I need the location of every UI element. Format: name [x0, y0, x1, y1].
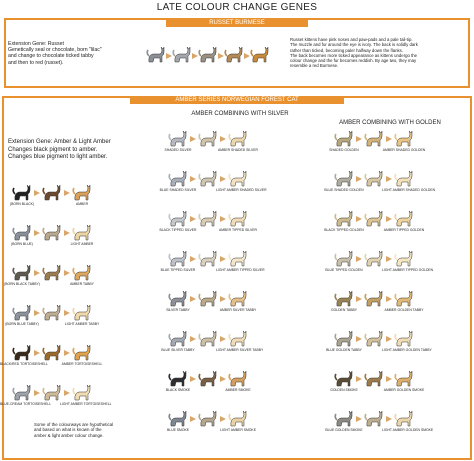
cat-icon	[394, 208, 414, 228]
cat-icon	[364, 368, 384, 388]
colour-caption: BLACK TIPPED GOLDEN	[324, 228, 364, 232]
colour-caption: AMBER SHADED GOLDEN	[382, 148, 426, 152]
arrow-icon	[190, 256, 196, 262]
arrow-icon	[356, 336, 362, 342]
colour-caption: BLUE SMOKE	[166, 428, 190, 432]
colour-caption: LIGHT AMBER GOLDEN TABBY	[382, 348, 432, 352]
cat-icon	[394, 328, 414, 348]
arrow-icon	[386, 256, 392, 262]
colour-caption: BLUE GOLDEN TABBY	[326, 348, 362, 352]
cat-icon	[72, 382, 92, 402]
russet-gene-text: Extension Gene: Russet Genetically seal or chocolate, born "lilac" and change to chocolate ticked tabby and then to red (russet).	[8, 41, 102, 66]
cat-icon	[168, 208, 188, 228]
arrow-icon	[220, 376, 226, 382]
golden-column-header: AMBER COMBINING WITH GOLDEN	[339, 120, 441, 126]
cat-icon	[198, 328, 218, 348]
arrow-icon	[34, 190, 40, 196]
arrow-icon	[190, 136, 196, 142]
cat-icon	[12, 182, 32, 202]
arrow-icon	[64, 230, 70, 236]
cat-icon	[12, 342, 32, 362]
colour-caption: BLUE-CREAM TORTOISESHELL	[0, 402, 52, 406]
cat-icon	[198, 368, 218, 388]
cat-icon	[12, 262, 32, 282]
cat-icon	[364, 128, 384, 148]
cat-icon	[198, 128, 218, 148]
cat-icon	[394, 368, 414, 388]
colour-caption: AMBER GOLDEN SMOKE	[383, 388, 425, 392]
russet-header: RUSSET BURMESE	[166, 19, 308, 27]
colour-caption: AMBER SILVER TABBY	[219, 308, 257, 312]
cat-icon	[224, 44, 244, 64]
colour-caption: BLACK SMOKE	[165, 388, 191, 392]
cat-icon	[364, 208, 384, 228]
colour-caption: (BORN BLACK)	[9, 202, 35, 206]
cat-icon	[72, 182, 92, 202]
colour-caption: LIGHT AMBER TABBY	[64, 322, 100, 326]
cat-icon	[42, 302, 62, 322]
cat-icon	[394, 168, 414, 188]
arrow-icon	[34, 230, 40, 236]
cat-icon	[12, 302, 32, 322]
arrow-icon	[64, 350, 70, 356]
colour-caption: LIGHT AMBER TORTOISESHELL	[60, 402, 112, 406]
colour-caption: AMBER	[75, 202, 89, 206]
colour-caption: LIGHT AMBER TIPPED SILVER	[216, 268, 265, 272]
arrow-icon	[356, 376, 362, 382]
cat-icon	[168, 128, 188, 148]
cat-icon	[42, 182, 62, 202]
cat-icon	[394, 248, 414, 268]
cat-icon	[334, 248, 354, 268]
cat-icon	[72, 302, 92, 322]
arrow-icon	[220, 136, 226, 142]
cat-icon	[168, 328, 188, 348]
arrow-icon	[34, 310, 40, 316]
silver-column-header: AMBER COMBINING WITH SILVER	[191, 111, 289, 117]
arrow-icon	[220, 216, 226, 222]
arrow-icon	[386, 176, 392, 182]
arrow-icon	[190, 376, 196, 382]
cat-icon	[364, 408, 384, 428]
cat-icon	[42, 342, 62, 362]
cat-icon	[334, 168, 354, 188]
arrow-icon	[356, 136, 362, 142]
arrow-icon	[64, 270, 70, 276]
cat-icon	[168, 408, 188, 428]
cat-icon	[72, 262, 92, 282]
arrow-icon	[356, 216, 362, 222]
arrow-icon	[34, 350, 40, 356]
arrow-icon	[220, 416, 226, 422]
arrow-icon	[386, 376, 392, 382]
colour-caption: LIGHT AMBER TIPPED GOLDEN	[382, 268, 434, 272]
cat-icon	[364, 328, 384, 348]
arrow-icon	[34, 270, 40, 276]
cat-icon	[168, 168, 188, 188]
arrow-icon	[190, 176, 196, 182]
page-title: LATE COLOUR CHANGE GENES	[156, 2, 318, 13]
colour-caption: BLUE SHADED SILVER	[159, 188, 197, 192]
cat-icon	[334, 128, 354, 148]
colour-caption: BLUE TIPPED SILVER	[160, 268, 196, 272]
cat-icon	[228, 168, 248, 188]
colour-caption: GOLDEN SMOKE	[330, 388, 358, 392]
cat-icon	[146, 44, 166, 64]
colour-caption: BLUE TIPPED GOLDEN	[325, 268, 363, 272]
colour-caption: (BORN BLUE TABBY)	[5, 322, 39, 326]
arrow-icon	[356, 256, 362, 262]
cat-icon	[198, 44, 218, 64]
arrow-icon	[386, 416, 392, 422]
arrow-icon	[386, 136, 392, 142]
cat-icon	[364, 168, 384, 188]
colour-caption: AMBER TIPPED GOLDEN	[383, 228, 425, 232]
cat-icon	[364, 248, 384, 268]
arrow-icon	[386, 296, 392, 302]
cat-icon	[168, 368, 188, 388]
cat-icon	[72, 222, 92, 242]
cat-icon	[198, 208, 218, 228]
cat-icon	[198, 248, 218, 268]
colour-caption: LIGHT AMBER SILVER TABBY	[216, 348, 264, 352]
cat-icon	[198, 408, 218, 428]
arrow-icon	[64, 390, 70, 396]
cat-icon	[228, 368, 248, 388]
colour-caption: LIGHT AMBER SMOKE	[220, 428, 256, 432]
colour-caption: AMBER TORTOISESHELL	[61, 362, 103, 366]
colour-caption: BLACK TIPPED SILVER	[159, 228, 197, 232]
arrow-icon	[64, 310, 70, 316]
cat-icon	[334, 328, 354, 348]
cat-icon	[250, 44, 270, 64]
colour-caption: BLACK/RED TORTOISESHELL	[0, 362, 48, 366]
colour-caption: AMBER SHADED SILVER	[218, 148, 258, 152]
arrow-icon	[386, 336, 392, 342]
arrow-icon	[356, 296, 362, 302]
cat-icon	[394, 408, 414, 428]
cat-icon	[228, 128, 248, 148]
arrow-icon	[220, 256, 226, 262]
cat-icon	[172, 44, 192, 64]
russet-description: Russet kittens have pink noses and paw-pads and a pale tail-tip. The muzzle and fur around the eye is ivory. The back is solidly dark rather than ticked, becoming paler halfway down the flanks. The back becomes more ticked appearance as kittens undergo the colour change and the fur becomes reddish. By age two, they may resemble a red Burmese.	[290, 37, 418, 69]
colour-caption: LIGHT AMBER SHADED GOLDEN	[382, 188, 436, 192]
amber-header: AMBER SERIES NORWEGIAN FOREST CAT	[130, 96, 344, 104]
cat-icon	[228, 408, 248, 428]
colour-caption: AMBER GOLDEN TABBY	[384, 308, 424, 312]
arrow-icon	[190, 216, 196, 222]
arrow-icon	[356, 416, 362, 422]
cat-icon	[394, 128, 414, 148]
cat-icon	[364, 288, 384, 308]
arrow-icon	[34, 390, 40, 396]
cat-icon	[72, 342, 92, 362]
colour-caption: BLUE SHADED GOLDEN	[324, 188, 364, 192]
cat-icon	[228, 208, 248, 228]
colour-caption: LIGHT AMBER	[70, 242, 94, 246]
amber-footnote: Some of the colourways are hypothetical and based on what is known of the amber & light amber colour change.	[34, 422, 114, 438]
cat-icon	[12, 382, 32, 402]
cat-icon	[168, 288, 188, 308]
cat-icon	[42, 262, 62, 282]
colour-caption: AMBER TIPPED SILVER	[219, 228, 257, 232]
arrow-icon	[220, 336, 226, 342]
cat-icon	[228, 248, 248, 268]
cat-icon	[334, 408, 354, 428]
colour-caption: AMBER SMOKE	[225, 388, 251, 392]
colour-caption: (BORN BLUE)	[11, 242, 33, 246]
cat-icon	[198, 288, 218, 308]
cat-icon	[12, 222, 32, 242]
cat-icon	[168, 248, 188, 268]
arrow-icon	[190, 416, 196, 422]
colour-caption: SHADED SILVER	[164, 148, 192, 152]
cat-icon	[42, 222, 62, 242]
colour-caption: GOLDEN TABBY	[330, 308, 358, 312]
cat-icon	[394, 288, 414, 308]
colour-caption: SILVER TABBY	[166, 308, 190, 312]
cat-icon	[198, 168, 218, 188]
colour-caption: BLUE SILVER TABBY	[161, 348, 195, 352]
arrow-icon	[220, 296, 226, 302]
cat-icon	[228, 328, 248, 348]
cat-icon	[228, 288, 248, 308]
arrow-icon	[356, 176, 362, 182]
colour-caption: (BORN BLACK TABBY)	[4, 282, 40, 286]
arrow-icon	[64, 190, 70, 196]
arrow-icon	[386, 216, 392, 222]
cat-icon	[42, 382, 62, 402]
arrow-icon	[220, 176, 226, 182]
cat-icon	[334, 288, 354, 308]
amber-gene-text: Extension Gene: Amber & Light Amber Changes black pigment to amber. Changes blue pigment to light amber.	[8, 139, 111, 160]
colour-caption: AMBER TABBY	[70, 282, 94, 286]
colour-caption: LIGHT AMBER GOLDEN SMOKE	[382, 428, 434, 432]
arrow-icon	[190, 336, 196, 342]
colour-caption: SHADED GOLDEN	[329, 148, 359, 152]
colour-caption: LIGHT AMBER SHADED SILVER	[216, 188, 267, 192]
cat-icon	[334, 368, 354, 388]
arrow-icon	[190, 296, 196, 302]
colour-caption: BLUE GOLDEN SMOKE	[325, 428, 363, 432]
cat-icon	[334, 208, 354, 228]
